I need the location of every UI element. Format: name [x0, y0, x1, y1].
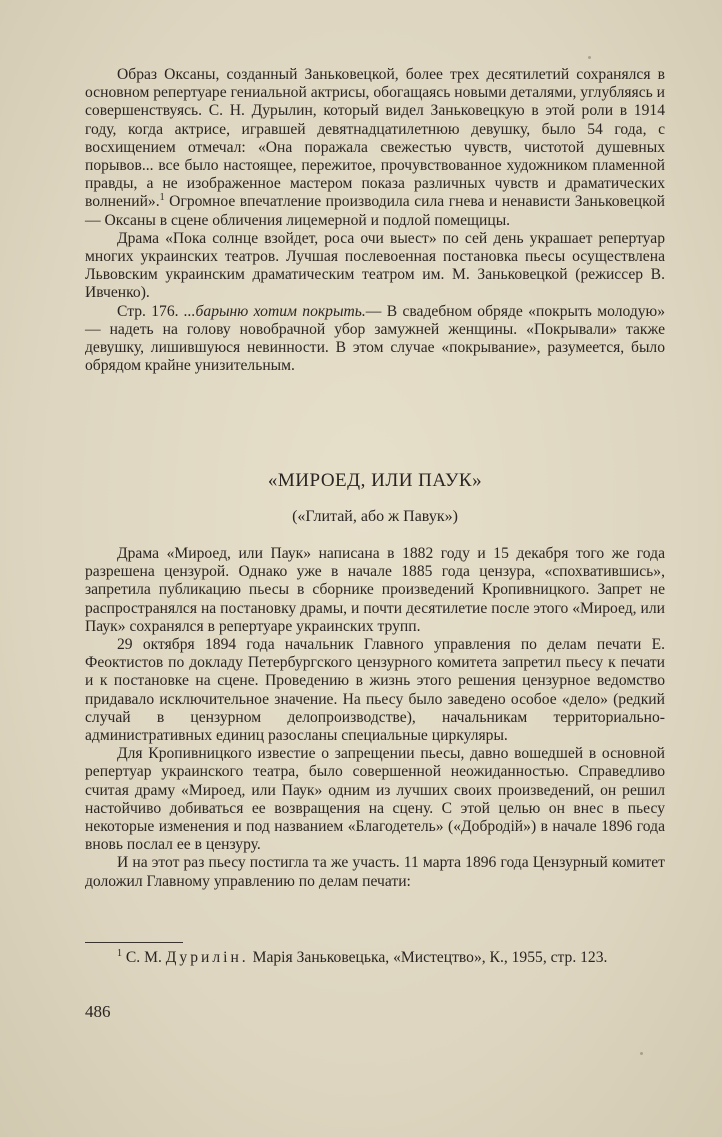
- paragraph: [85, 303, 665, 376]
- page-reference: Стр. 176.: [117, 302, 184, 320]
- page-number: 486: [85, 1002, 111, 1021]
- footnote-mark: 1: [117, 947, 122, 959]
- text-block-bottom: [85, 545, 665, 891]
- section-heading: [85, 469, 665, 527]
- paper-speck: [588, 56, 591, 59]
- paragraph-text: — В свадебном обряде «покрыть молодую» — надеть на голову новобрачной убор замужней женщины. «Покрывали» также девушку, лишившуюся невинности. В этом случае «покрывание», разумеется, было обрядом крайне унизительным.: [85, 302, 666, 375]
- paragraph: 29 октября 1894 года начальник Главного управления по делам печати Е. Феоктистов по докладу Петербургского цензурного комитета запретил пьесу к печати и к постановке на сцене. Проведению в жизнь этого решения цензурное ведомство придавало исключительное значение. На пьесу было заведено особое «дело» (редкий случай в цензурном делопроизводстве), начальникам территориально-административных единиц разосланы специальные циркуляры.: [85, 636, 665, 745]
- paper-speck: [640, 1052, 643, 1055]
- footnote-reference: 1: [159, 192, 165, 204]
- text-block-top: [85, 66, 665, 375]
- paragraph: [85, 66, 665, 230]
- paragraph: И на этот раз пьесу постигла та же участь. 11 марта 1896 года Цензурный комитет доложил Главному управлению по делам печати:: [85, 854, 665, 890]
- paragraph: Драма «Пока солнце взойдет, роса очи выест» по сей день украшает репертуар многих украинских театров. Лучшая послевоенная постановка пьесы осуществлена Львовским украинским драматическим театром им. М. Заньковецкой (режиссер В. Ивченко).: [85, 229, 665, 302]
- quoted-phrase: ...барыню хотим покрыть.: [183, 302, 366, 320]
- paragraph: Драма «Мироед, или Паук» написана в 1882 году и 15 декабря того же года разрешена цензурой. Однако уже в начале 1885 года цензура, «спохватившись», запретила публикацию пьесы в сборнике произведений Кропивницкого. Запрет не распространялся на постановку драмы, и почти десятилетие после этого «Мироед, или Паук» сохранялся в репертуаре украинских трупп.: [85, 545, 665, 635]
- footnote-initials: С. М.: [122, 949, 166, 966]
- footnote-divider: [85, 942, 183, 943]
- section-title: «МИРОЕД, ИЛИ ПАУК»: [267, 470, 483, 491]
- footnote-text: Марія Заньковецька, «Мистецтво», К., 1955, стр. 123.: [248, 949, 608, 966]
- paragraph-text: Огромное впечатление производила сила гнева и ненависти Заньковецкой — Оксаны в сцене обличения лицемерной и подлой помещицы.: [85, 193, 665, 229]
- footnote-author: Дурилін.: [165, 949, 249, 966]
- footnote: [85, 948, 665, 967]
- section-subtitle: («Глитай, або ж Павук»): [292, 508, 458, 525]
- paragraph-text: Образ Оксаны, созданный Заньковецкой, более трех десятилетий сохранялся в основном репертуаре гениальной актрисы, обогащаясь новыми деталями, углубляясь и совершенствуясь. С. Н. Дурылин, который видел Заньковецкую в этой роли в 1914 году, когда актрисе, игравшей девятнадцатилетнюю девушку, было 54 года, с восхищением отмечал: «Она поражала свежестью чувств, чистотой душевных порывов... все было настоящее, пережитое, прочувствованное художником пламенной правды, а не изображенное мастером показа различных чувств и драматических волнений».: [85, 66, 665, 211]
- paragraph: Для Кропивницкого известие о запрещении пьесы, давно вошедшей в основной репертуар украинского театра, было совершенной неожиданностью. Справедливо считая драму «Мироед, или Паук» одним из лучших своих произведений, он решил настойчиво добиваться ее возвращения на сцену. С этой целью он внес в пьесу некоторые изменения и под названием «Благодетель» («Добродій») в начале 1896 года вновь послал ее в цензуру.: [85, 745, 665, 854]
